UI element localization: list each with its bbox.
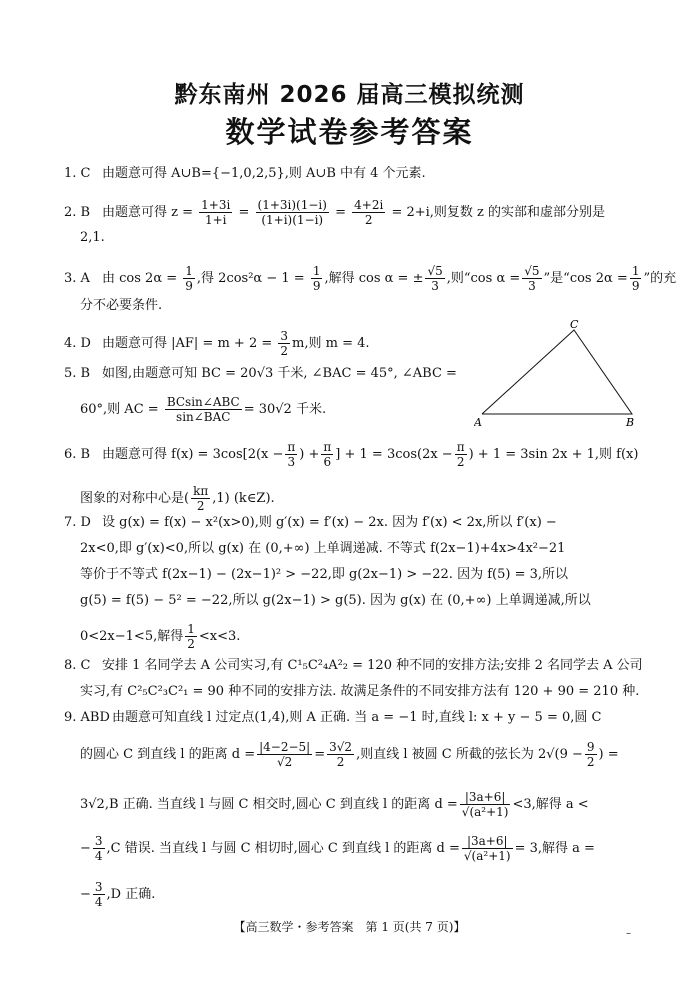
answer-text: 由题意可得 |AF| = m + 2 = (102, 336, 273, 351)
fraction (321, 440, 333, 469)
fraction (460, 790, 511, 819)
title-line2: 数学试卷参考答案 (225, 115, 474, 149)
fraction (257, 740, 312, 769)
denominator: 9 (631, 279, 640, 293)
fraction (183, 264, 195, 293)
answer-text: 的圆心 C 到直线 l 的距离 d = (80, 747, 256, 762)
answer-text: 由题意可得 A∪B={−1,0,2,5},则 A∪B 中有 4 个元素. (102, 166, 426, 181)
answer-text: <x<3. (198, 629, 241, 644)
denominator: 3 (431, 279, 439, 293)
answer-text: 由题意可得 f(x) = 3cos[2(x − (102, 447, 284, 462)
denominator: 9 (312, 279, 321, 293)
denominator: 6 (323, 455, 332, 469)
answer-text: ) = (598, 747, 619, 762)
triangle-figure (474, 318, 644, 430)
denominator: (1+i)(1−i) (261, 213, 324, 227)
answer-8 (64, 656, 643, 676)
numerator: |3a+6| (462, 834, 513, 849)
fraction (585, 740, 597, 769)
answer-2 (64, 198, 605, 227)
answer-text: 由题意可得 z = (102, 205, 194, 220)
denominator: 2 (456, 455, 465, 469)
page-footer: 【高三数学・参考答案 第 1 页(共 7 页)】 (233, 920, 466, 934)
denominator: √(a²+1) (463, 849, 511, 863)
answer-number: 6. B (64, 447, 91, 462)
fraction (199, 198, 232, 227)
answer-8-line2: 实习,有 C²₅C²₃C²₁ = 90 种不同的安排方法. 故满足条件的不同安排方法有 120 + 90 = 210 种. (80, 684, 640, 699)
vertex-b-label: B (626, 416, 635, 429)
numerator: kπ (193, 484, 209, 498)
numerator: |3a+6| (460, 790, 511, 805)
answer-text: 由题意可知直线 l 过定点(1,4),则 A 正确. 当 a = −1 时,直线 l: x + y − 5 = 0,圆 C (112, 710, 602, 725)
answer-7-line2: 2x<0,即 g′(x)<0,所以 g(x) 在 (0,+∞) 上单调递减. 不等式 f(2x−1)+4x>4x²−21 (80, 541, 566, 556)
denominator: 4 (94, 849, 103, 863)
vertex-c-label: C (570, 318, 579, 331)
denominator: √(a²+1) (461, 805, 509, 819)
answer-text: 安排 1 名同学去 A 公司实习,有 C¹₅C²₄A²₂ = 120 种不同的安排方法;安排 2 名同学去 A 公司 (102, 658, 643, 673)
answer-number: 7. D (64, 515, 91, 530)
numerator: 3 (94, 834, 103, 848)
answer-9-line4 (80, 834, 595, 863)
fraction (425, 264, 444, 293)
numerator: 1+3i (201, 198, 231, 212)
answer-9-line2 (80, 740, 619, 769)
answer-9-line5 (80, 880, 155, 909)
fraction (185, 622, 197, 651)
title-line1: 黔东南州 2026 届高三模拟统测 (174, 82, 525, 108)
denominator: 2 (196, 499, 205, 513)
answer-text: ) + (299, 447, 320, 462)
answer-1 (64, 164, 426, 184)
answer-number: 8. C (64, 658, 91, 673)
answer-text: 如图,由题意可知 BC = 20√3 千米, ∠BAC = 45°, ∠ABC = (102, 366, 457, 381)
numerator: BCsin∠ABC (166, 395, 240, 409)
numerator: π (323, 440, 332, 454)
answer-text: ] + 1 = 3cos(2x − (335, 447, 453, 462)
answer-text: 3√2,B 正确. 当直线 l 与圆 C 相交时,圆心 C 到直线 l 的距离 d = (80, 797, 458, 812)
fraction (256, 198, 329, 227)
answer-3-cont: 分不必要条件. (80, 298, 163, 313)
fraction (285, 440, 297, 469)
denominator: 4 (94, 895, 103, 909)
numerator: 1 (185, 264, 193, 278)
denominator: √2 (277, 755, 293, 769)
numerator: 3 (94, 880, 103, 894)
answer-text: ,则直线 l 被圆 C 所截的弦长为 2√(9 − (356, 747, 583, 762)
fraction (93, 880, 105, 909)
answer-4 (64, 329, 370, 358)
answer-7-line5 (80, 622, 240, 651)
numerator: 1 (631, 264, 640, 278)
corner-mark: – (626, 928, 631, 939)
answer-text: 设 g(x) = f(x) − x²(x>0),则 g′(x) = f′(x) − 2x. 因为 f′(x) < 2x,所以 f′(x) − (102, 515, 557, 530)
denominator: 2 (336, 755, 345, 769)
answer-2-cont: 2,1. (80, 230, 105, 245)
answer-text: <3,解得 a < (512, 797, 589, 812)
fraction (630, 264, 642, 293)
fraction (462, 834, 513, 863)
numerator: (1+3i)(1−i) (257, 198, 327, 212)
fraction (191, 484, 210, 513)
answer-5 (64, 364, 457, 384)
denominator: 2 (364, 213, 373, 227)
denominator: 1+i (204, 213, 227, 227)
answer-7 (64, 513, 557, 533)
numerator: 1 (312, 264, 321, 278)
answer-text: 图象的对称中心是( (80, 491, 190, 506)
answer-number: 1. C (64, 166, 91, 181)
answer-number: 2. B (64, 205, 91, 220)
fraction (278, 329, 290, 358)
denominator: 2 (187, 637, 195, 651)
numerator: 4+2i (354, 198, 384, 212)
answer-text: ,C 错误. 当直线 l 与圆 C 相切时,圆心 C 到直线 l 的距离 d = (106, 841, 460, 856)
answer-text: = 30√2 千米. (243, 402, 327, 417)
answer-text: ,得 2cos²α − 1 = (196, 271, 305, 286)
numerator: √5 (524, 264, 540, 278)
answer-text: 60°,则 AC = (80, 402, 159, 417)
answer-text: 由 cos 2α = (102, 271, 178, 286)
answer-number: 4. D (64, 336, 91, 351)
answer-text: ,1) (k∈Z). (212, 491, 275, 506)
numerator: π (456, 440, 465, 454)
answer-3 (64, 264, 676, 293)
numerator: √5 (427, 264, 443, 278)
denominator: 3 (528, 279, 536, 293)
answer-7-line4: g(5) = f(5) − 5² = −22,所以 g(2x−1) > g(5). 因为 g(x) 在 (0,+∞) 上单调递减,所以 (80, 593, 591, 608)
numerator: π (287, 440, 296, 454)
answer-9-line3 (80, 790, 589, 819)
answer-text: = (314, 747, 326, 762)
fraction (165, 395, 242, 424)
answer-text: m,则 m = 4. (292, 336, 370, 351)
fraction (522, 264, 541, 293)
answer-text: ”的充 (643, 271, 677, 286)
answer-text: = 2+i,则复数 z 的实部和虚部分别是 (391, 205, 606, 220)
answer-number: 5. B (64, 366, 91, 381)
numerator: 1 (187, 622, 195, 636)
answer-text: ,D 正确. (106, 887, 156, 902)
answer-text: − (80, 841, 91, 856)
answer-number: 9. ABD (64, 710, 110, 725)
answer-6-cont (80, 484, 275, 513)
fraction (327, 740, 354, 769)
answer-9 (64, 708, 601, 728)
denominator: 9 (185, 279, 193, 293)
numerator: 3 (280, 329, 289, 343)
denominator: sin∠BAC (176, 410, 231, 424)
denominator: 3 (287, 455, 296, 469)
answer-text: = (238, 205, 250, 220)
answer-text: ”是“cos 2α = (543, 271, 628, 286)
answer-7-line3: 等价于不等式 f(2x−1) − (2x−1)² > −22,即 g(2x−1) > −22. 因为 f(5) = 3,所以 (80, 567, 568, 582)
numerator: |4−2−5| (259, 740, 311, 754)
fraction (352, 198, 385, 227)
fraction (455, 440, 467, 469)
answer-6 (64, 440, 638, 469)
denominator: 2 (280, 344, 289, 358)
denominator: 2 (586, 755, 595, 769)
answer-5-cont (80, 395, 326, 424)
fraction (311, 264, 323, 293)
answer-text: ) + 1 = 3sin 2x + 1,则 f(x) (468, 447, 639, 462)
answer-text: − (80, 887, 91, 902)
answer-number: 3. A (64, 271, 90, 286)
fraction (93, 834, 105, 863)
answer-text: 0<2x−1<5,解得 (80, 629, 184, 644)
answer-text: = 3,解得 a = (514, 841, 595, 856)
answer-text: ,解得 cos α = ± (324, 271, 424, 286)
vertex-a-label: A (474, 416, 482, 429)
numerator: 3√2 (329, 740, 353, 754)
answer-text: = (335, 205, 346, 220)
answer-text: ,则“cos α = (446, 271, 521, 286)
numerator: 9 (586, 740, 595, 754)
